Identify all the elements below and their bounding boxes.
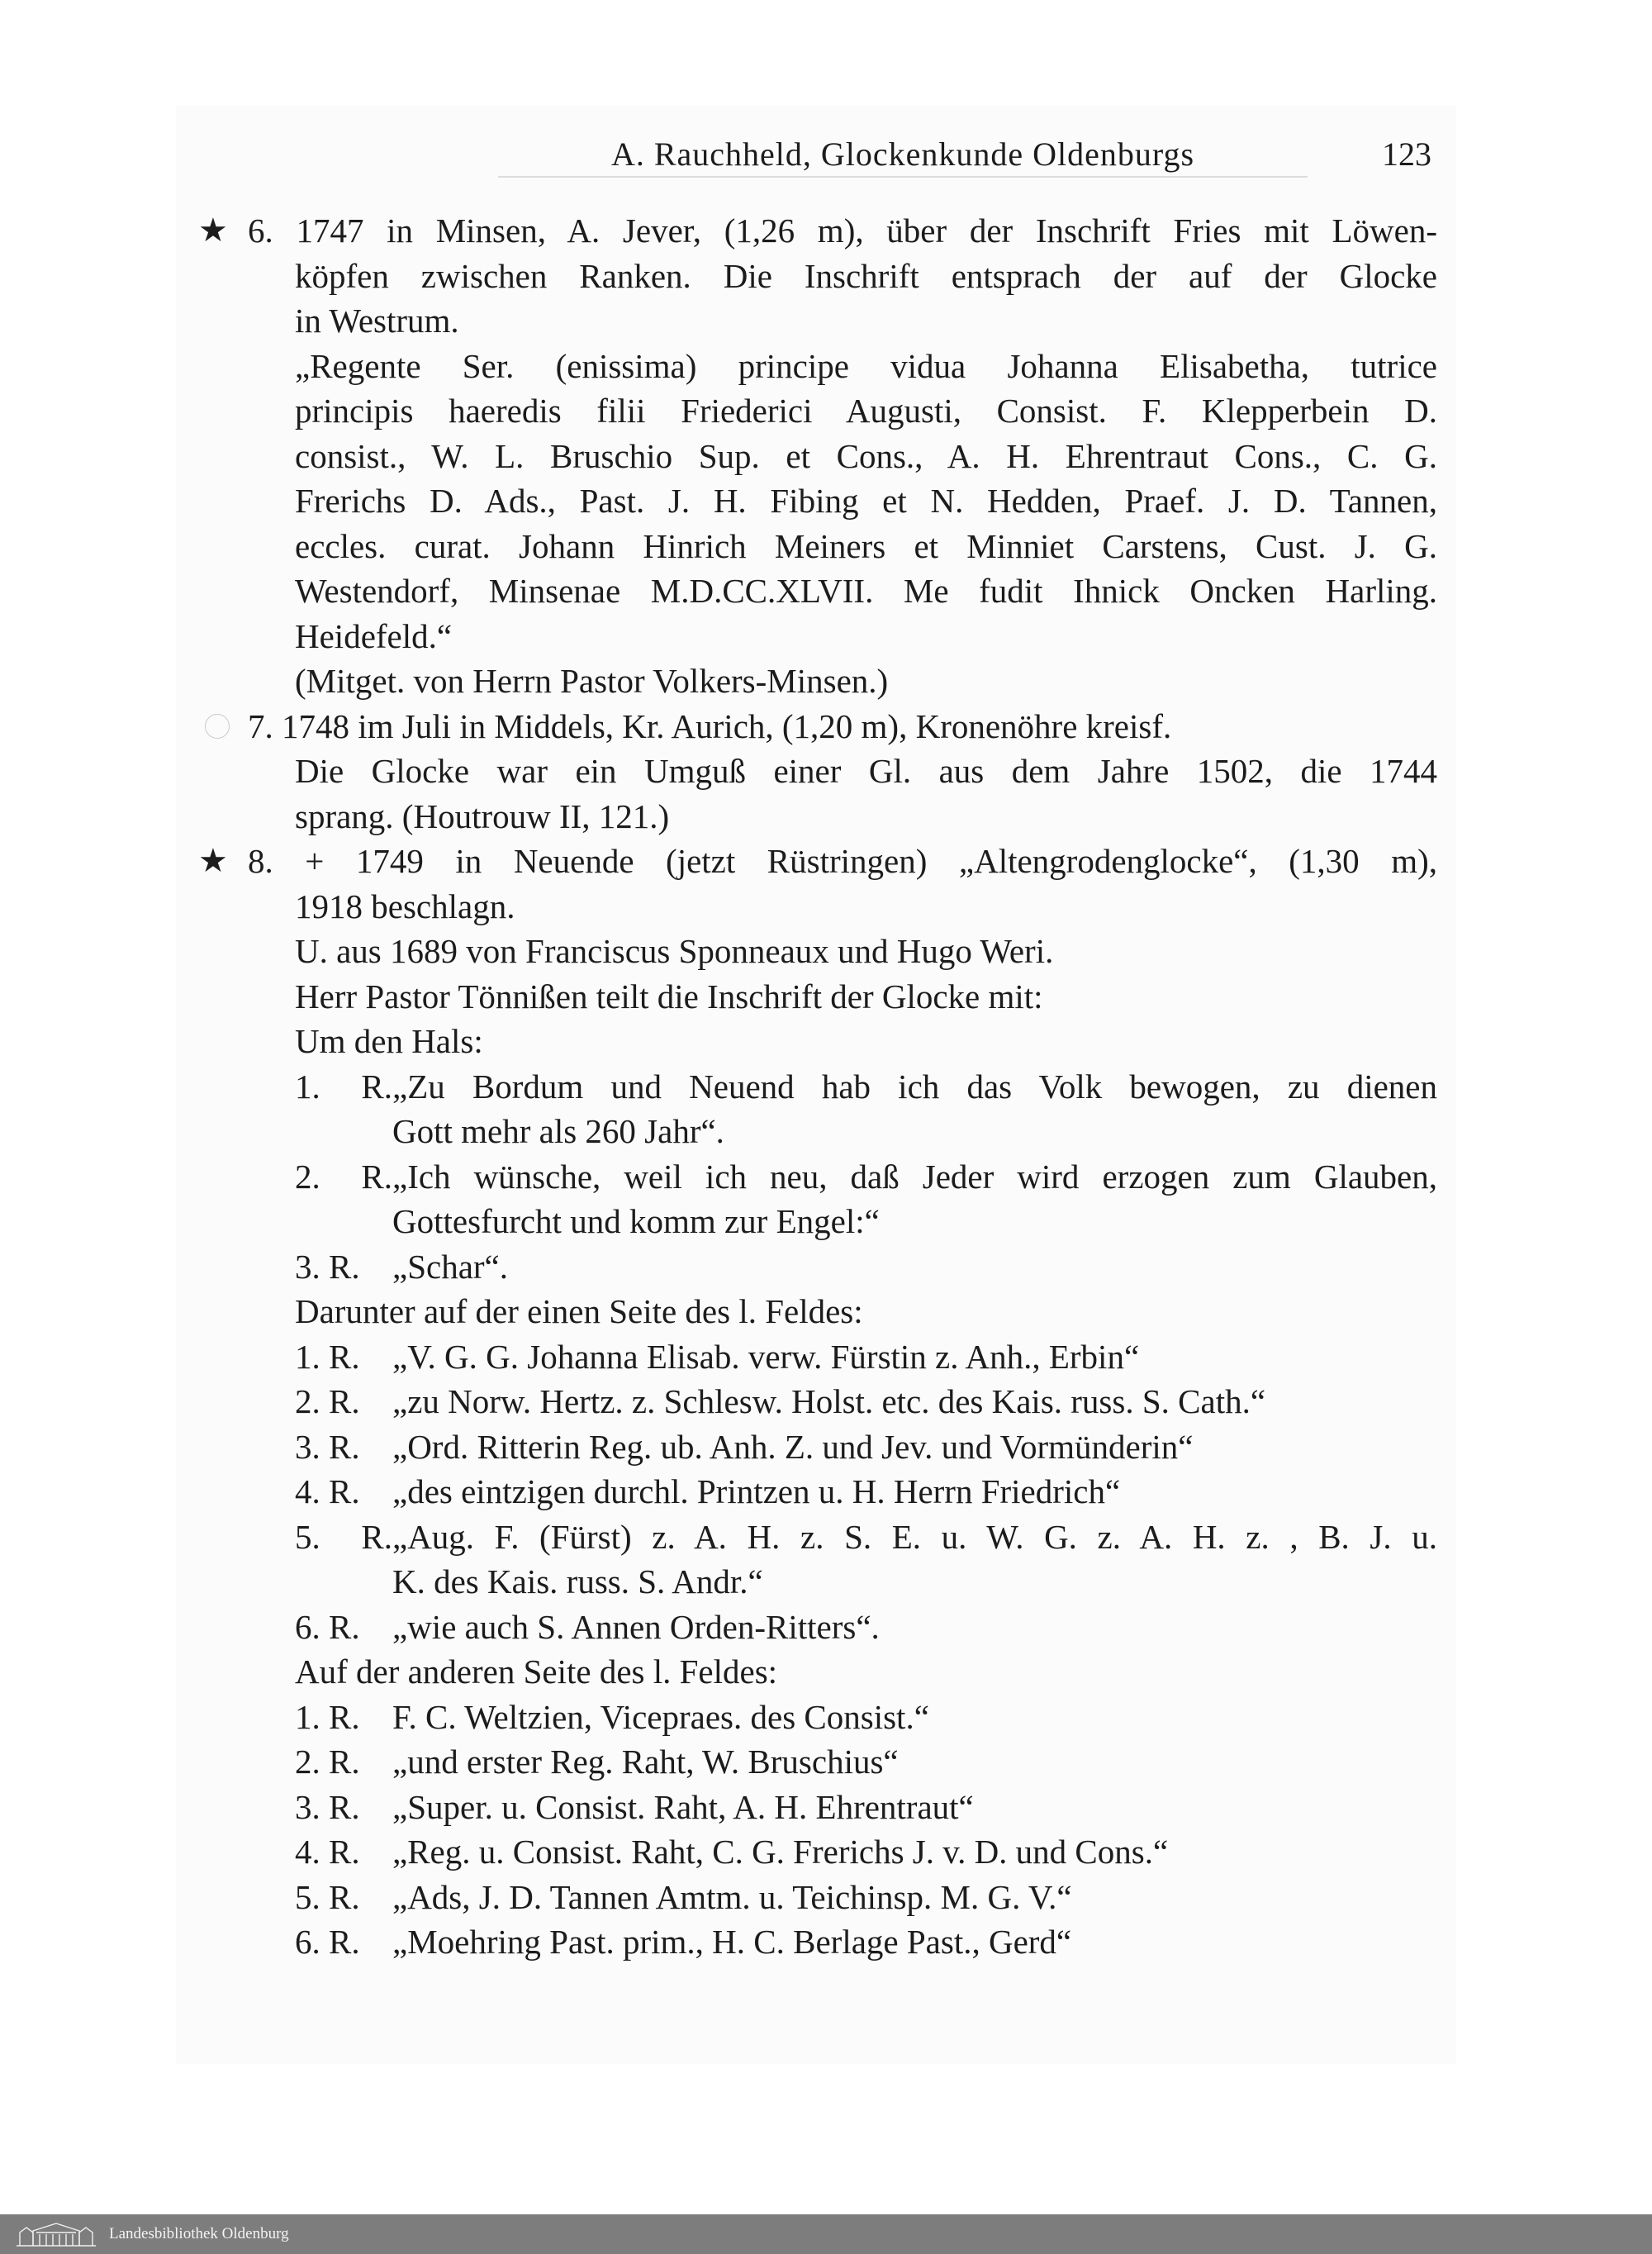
bell-extant-star-icon: ★ [198,212,228,249]
entry-number: 6. [248,212,273,250]
entry-number: 7. [248,706,273,745]
inscription-text: „Zu Bordum und Neuend hab ich das Volk bewogen, zu dienen [392,1067,1437,1106]
section-heading: Darunter auf der einen Seite des l. Feldes: [295,1292,863,1330]
entry-line [198,839,1437,884]
entry-text: 1748 im Juli in Middels, Kr. Aurich, (1,20 m), Kronenöhre kreisf. [282,706,1172,745]
entry-8 [198,839,1437,1965]
inscription-row-cont: Gott mehr als 260 Jahr“. [392,1112,724,1150]
inscription-text: „Reg. u. Consist. Raht, C. G. Frerichs J. v. D. und Cons.“ [392,1833,1169,1871]
inscription-row [198,1605,1437,1650]
inscription-text: „Ich wünsche, weil ich neu, daß Jeder wird erzogen zum Glauben, [392,1157,1437,1196]
library-label: Landesbibliothek Oldenburg [109,2225,289,2242]
footer-bar [0,2214,1652,2254]
inscription-row [198,1785,1437,1830]
entry-line: 1918 beschlagn. [295,887,515,925]
entry-line: köpfen zwischen Ranken. Die Inschrift entsprach der auf der Glocke [295,256,1437,295]
body-text [198,208,1437,1965]
entry-number: 8. [248,842,273,880]
inscription-row [198,1515,1437,1560]
entry-line [198,704,1437,749]
library-building-icon [15,2221,97,2247]
inscription-row [198,1469,1437,1515]
inscription-row [198,1244,1437,1290]
entry-line: Herr Pastor Tönnißen teilt die Inschrift der Glocke mit: [295,977,1043,1015]
entry-6 [198,208,1437,704]
header-rule [498,176,1308,178]
inscription-row [198,1695,1437,1740]
inscription-text: „und erster Reg. Raht, W. Bruschius“ [392,1743,899,1781]
entry-text: + 1749 in Neuende (jetzt Rüstringen) „Altengrodenglocke“, (1,30 m), [305,842,1437,880]
row-number: 1. R. [295,1697,360,1736]
entry-line: Heidefeld.“ [295,616,453,655]
page-number: 123 [1382,136,1431,173]
inscription-row-cont: Gottesfurcht und komm zur Engel:“ [392,1202,880,1240]
inscription-row [198,1424,1437,1470]
row-number: 1. R. [295,1337,360,1376]
entry-line: Um den Hals: [295,1022,483,1060]
inscription-row [198,1334,1437,1380]
inscription-text: „Super. u. Consist. Raht, A. H. Ehrentraut“ [392,1787,974,1826]
inscription-row [198,1875,1437,1920]
row-number: 5. R. [295,1517,392,1556]
inscription-text: „Ord. Ritterin Reg. ub. Anh. Z. und Jev. und Vormünderin“ [392,1427,1194,1466]
bell-lost-circle-icon [205,714,230,739]
entry-line: Frerichs D. Ads., Past. J. H. Fibing et N. Hedden, Praef. J. D. Tannen, [295,482,1437,520]
row-number: 6. R. [295,1607,360,1646]
section-heading: Auf der anderen Seite des l. Feldes: [295,1652,778,1690]
page-header [176,135,1456,184]
inscription-text: „Moehring Past. prim., H. C. Berlage Past., Gerd“ [392,1923,1072,1961]
row-number: 3. R. [295,1427,360,1466]
inscription-row [198,1064,1437,1110]
inscription-text: „zu Norw. Hertz. z. Schlesw. Holst. etc. des Kais. russ. S. Cath.“ [392,1382,1266,1420]
inscription-row [198,1739,1437,1785]
inscription-text: „Aug. F. (Fürst) z. A. H. z. S. E. u. W. G. z. A. H. z. , B. J. u. [392,1517,1437,1556]
entry-line: principis haeredis filii Friederici Augusti, Consist. F. Klepperbein D. [295,392,1437,430]
row-number: 6. R. [295,1923,360,1961]
row-number: 2. R. [295,1157,392,1196]
bell-extant-star-icon: ★ [198,842,228,879]
running-head: A. Rauchheld, Glockenkunde Oldenburgs [610,136,1195,173]
row-number: 2. R. [295,1743,360,1781]
entry-7 [198,704,1437,839]
row-number: 4. R. [295,1472,360,1510]
row-number: 2. R. [295,1382,360,1420]
inscription-text: „Ads, J. D. Tannen Amtm. u. Teichinsp. M. G. V.“ [392,1877,1072,1916]
row-number: 1. R. [295,1067,392,1106]
entry-line: (Mitget. von Herrn Pastor Volkers-Minsen.) [295,662,889,700]
inscription-text: „Schar“. [392,1247,508,1286]
row-number: 4. R. [295,1833,360,1871]
entry-line: „Regente Ser. (enissima) principe vidua Johanna Elisabetha, tutrice [295,346,1437,385]
entry-line: sprang. (Houtrouw II, 121.) [295,797,670,835]
entry-line: in Westrum. [295,302,459,340]
inscription-row [198,1919,1437,1965]
inscription-row [198,1154,1437,1200]
inscription-text: „des eintzigen durchl. Printzen u. H. Herrn Friedrich“ [392,1472,1121,1510]
inscription-text: „V. G. G. Johanna Elisab. verw. Fürstin z. Anh., Erbin“ [392,1337,1140,1376]
entry-line [198,208,1437,254]
inscription-text: F. C. Weltzien, Vicepraes. des Consist.“ [392,1697,929,1736]
entry-text: 1747 in Minsen, A. Jever, (1,26 m), über der Inschrift Fries mit Löwen- [296,212,1437,250]
entry-line: Westendorf, Minsenae M.D.CC.XLVII. Me fudit Ihnick Oncken Harling. [295,572,1437,610]
inscription-row [198,1829,1437,1875]
inscription-row [198,1379,1437,1424]
entry-line: eccles. curat. Johann Hinrich Meiners et Minniet Carstens, Cust. J. G. [295,526,1437,565]
entry-line: consist., W. L. Bruschio Sup. et Cons., A. H. Ehrentraut Cons., C. G. [295,436,1437,475]
row-number: 5. R. [295,1877,360,1916]
row-number: 3. R. [295,1787,360,1826]
row-number: 3. R. [295,1247,360,1286]
inscription-text: „wie auch S. Annen Orden-Ritters“. [392,1607,880,1646]
entry-line: Die Glocke war ein Umguß einer Gl. aus dem Jahre 1502, die 1744 [295,752,1437,790]
entry-line: U. aus 1689 von Franciscus Sponneaux und Hugo Weri. [295,932,1054,970]
inscription-row-cont: K. des Kais. russ. S. Andr.“ [392,1562,763,1600]
